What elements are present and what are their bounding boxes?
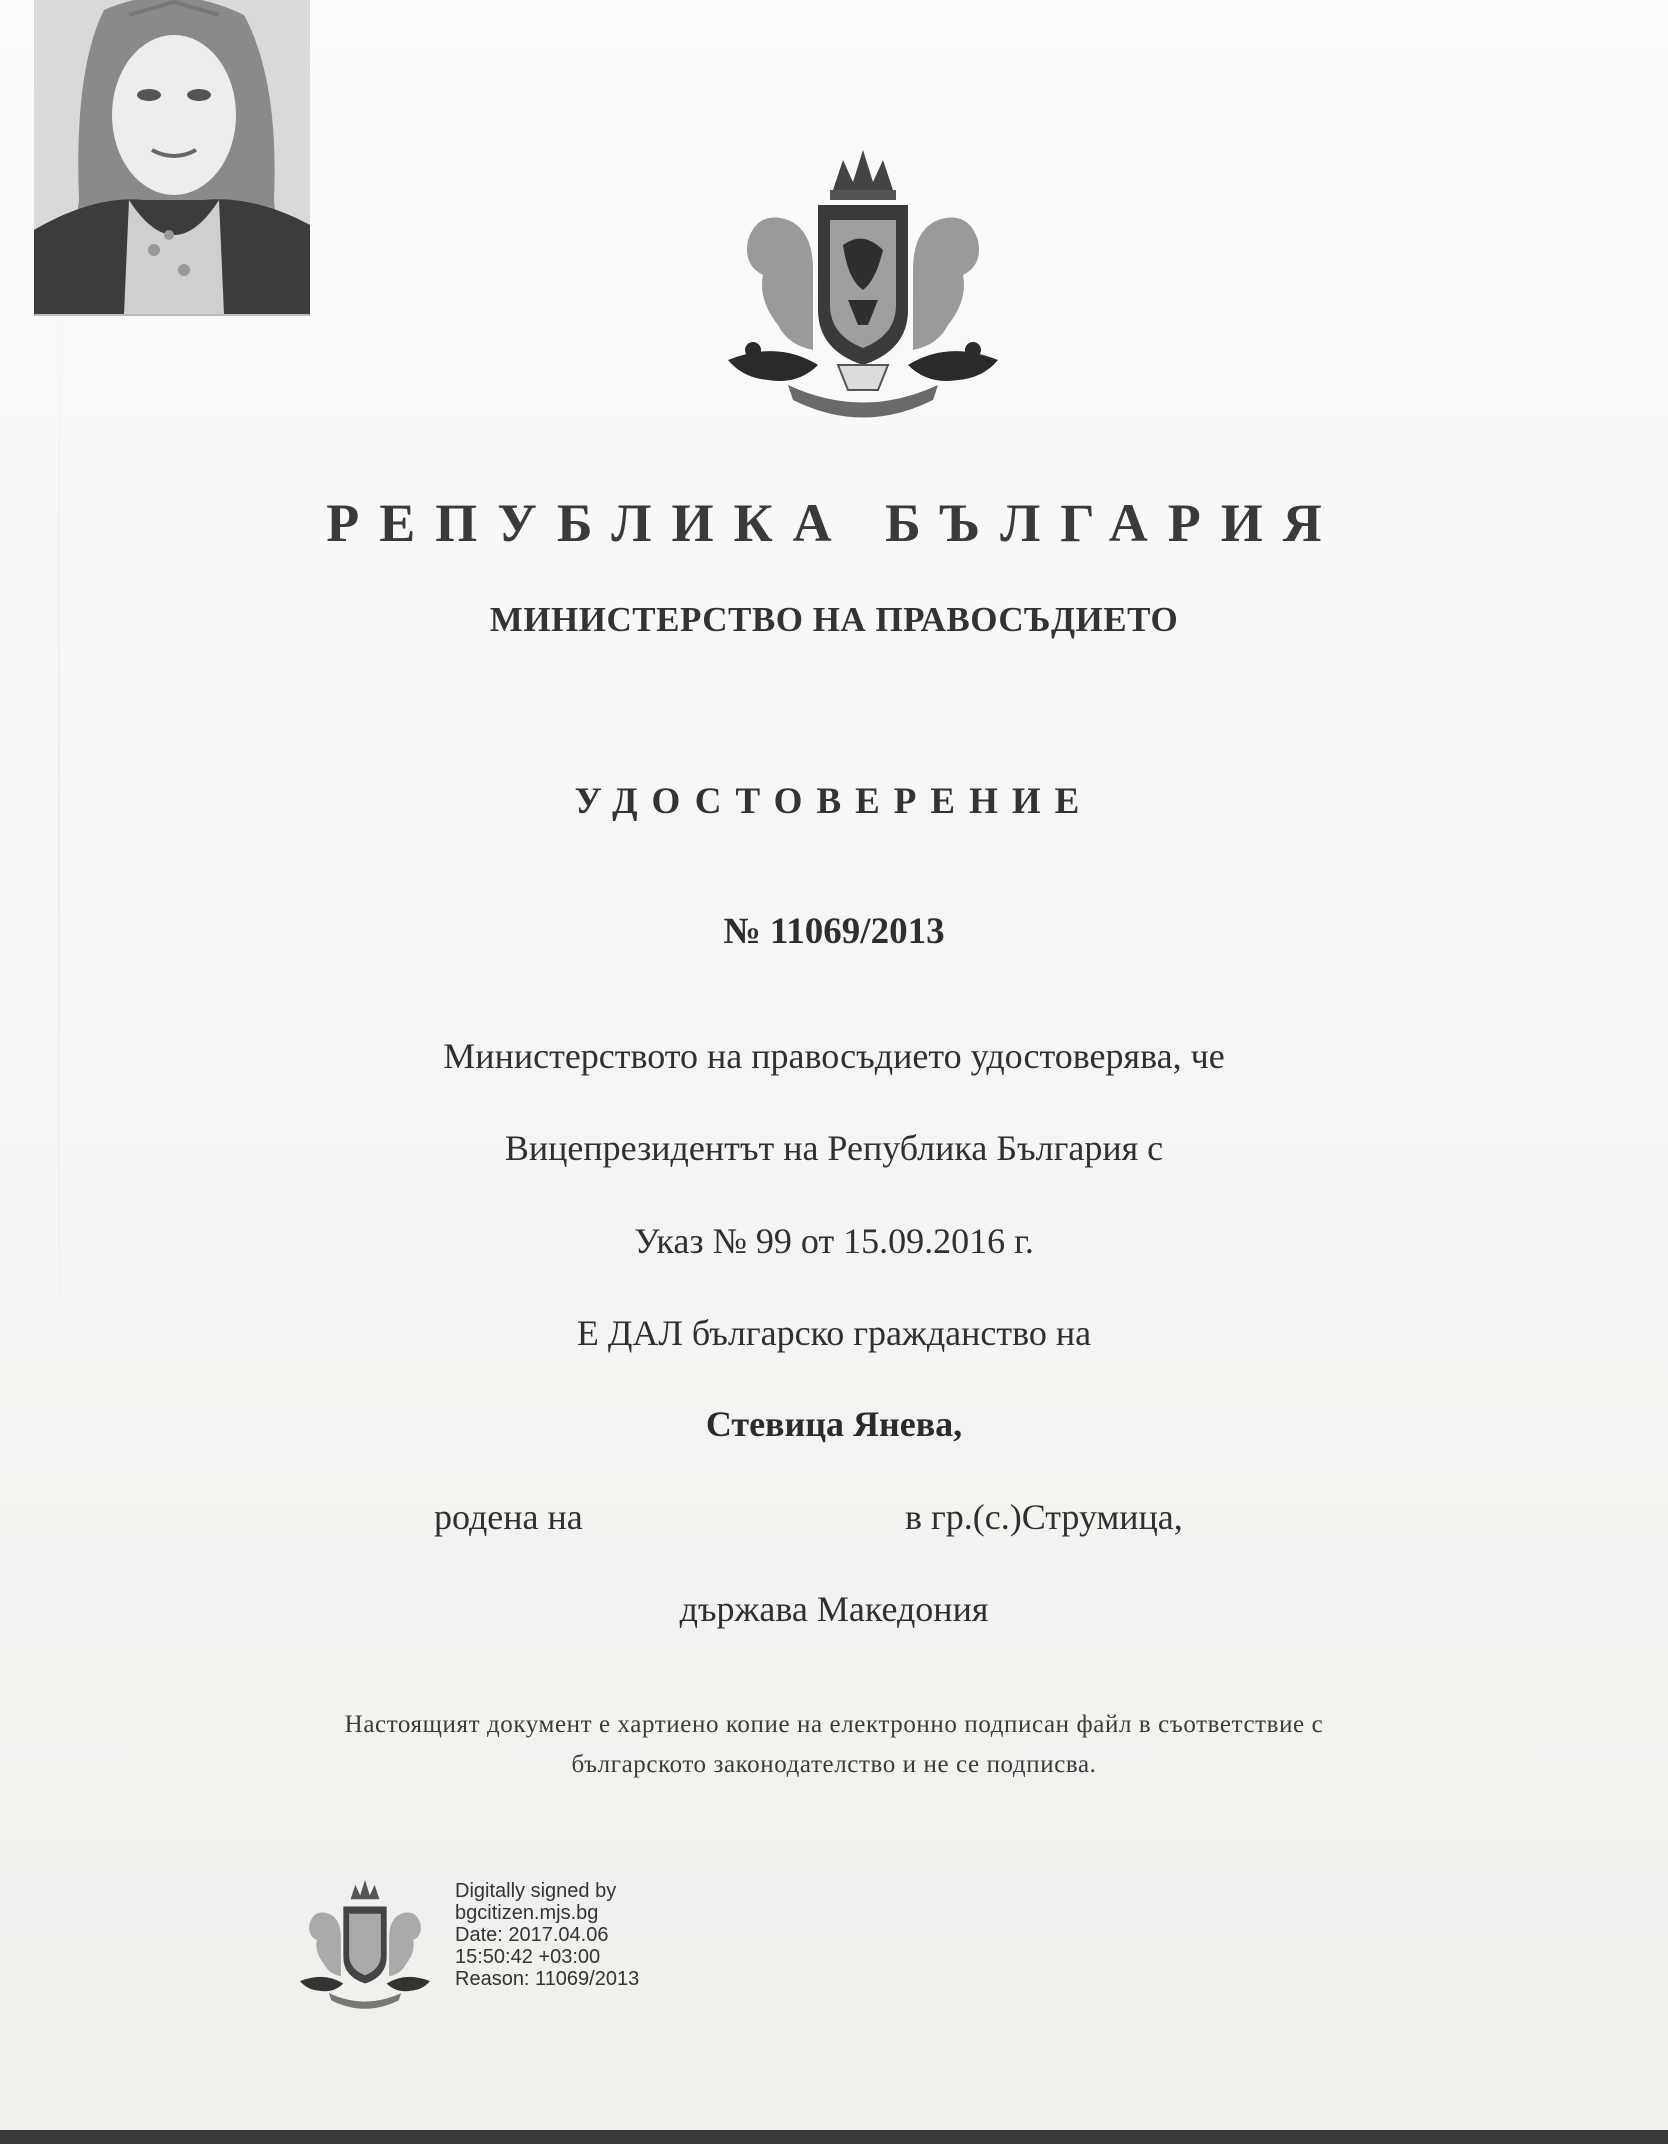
born-label: родена на — [434, 1497, 583, 1537]
certificate-title: УДОСТОВЕРЕНИЕ — [574, 781, 1094, 822]
body-line-1: Министерството на правосъдието удостоверява, че — [443, 1036, 1225, 1076]
portrait-photo — [34, 0, 310, 316]
birth-place: в гр.(с.)Струмица, — [905, 1497, 1183, 1537]
bulgarian-coat-of-arms-icon — [718, 150, 1008, 420]
scan-bottom-edge — [0, 2130, 1668, 2144]
body-line-2: Вицепрезидентът на Република България с — [504, 1128, 1164, 1168]
country-heading: РЕПУБЛИКА БЪЛГАРИЯ — [326, 493, 1342, 553]
decree-line: Указ № 99 от 15.09.2016 г. — [634, 1221, 1034, 1261]
certificate-number: № 11069/2013 — [723, 911, 945, 952]
legal-note — [150, 1705, 1518, 1785]
country-of-birth: държава Македония — [679, 1589, 989, 1629]
ministry-heading: МИНИСТЕРСТВО НА ПРАВОСЪДИЕТО — [489, 600, 1179, 639]
signature-date: Date: 2017.04.06 — [455, 1924, 609, 1946]
signature-reason: Reason: 11069/2013 — [455, 1968, 640, 1990]
signature-time: 15:50:42 +03:00 — [455, 1946, 601, 1968]
signature-crest-icon — [290, 1880, 440, 2010]
legal-note-line-1: Настоящият документ е хартиено копие на електронно подписан файл в съответствие с — [344, 1711, 1324, 1738]
legal-note-line-2: българското законодателство и не се подписва. — [571, 1751, 1097, 1778]
grant-line: Е ДАЛ българско гражданство на — [576, 1313, 1092, 1353]
digital-signature-block — [455, 1880, 639, 1990]
signature-line-2: bgcitizen.mjs.bg — [455, 1902, 599, 1924]
signature-line-1: Digitally signed by — [455, 1880, 617, 1902]
holder-name: Стевица Янева, — [705, 1404, 963, 1444]
